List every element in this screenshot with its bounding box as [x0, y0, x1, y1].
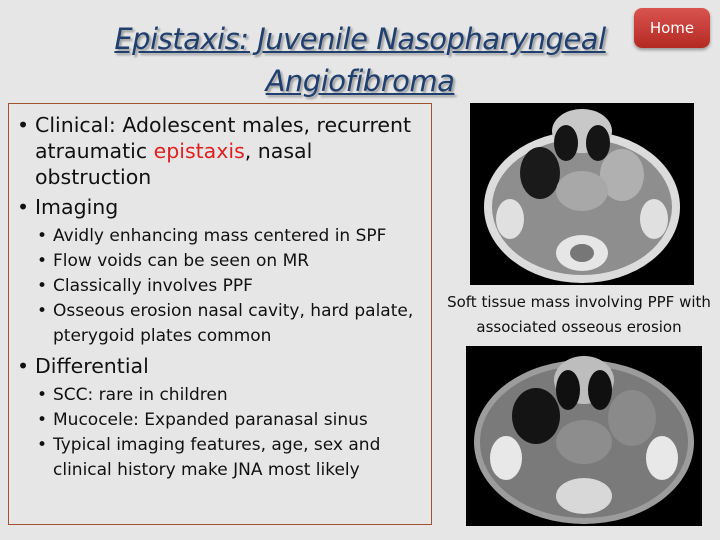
list-item	[17, 249, 423, 274]
image-caption: Soft tissue mass involving PPF with associated osseous erosion	[447, 293, 711, 336]
bullet-list	[17, 353, 423, 379]
bullet-imaging	[17, 194, 423, 220]
differential-label: Differential	[35, 354, 149, 378]
list-item	[17, 274, 423, 299]
home-button[interactable]: Home	[634, 8, 710, 48]
bullet-dot-icon: •	[37, 385, 48, 405]
imaging-item: Avidly enhancing mass centered in SPF	[53, 226, 387, 246]
differential-item: Mucocele: Expanded paranasal sinus	[53, 410, 368, 430]
bullet-dot-icon: •	[37, 251, 48, 271]
imaging-label: Imaging	[35, 195, 119, 219]
bullet-dot-icon: •	[37, 410, 48, 430]
bullet-dot-icon: •	[37, 435, 48, 455]
bullet-list	[17, 112, 423, 220]
ct-image-bone-window	[466, 346, 702, 526]
ct-image-soft-tissue	[470, 103, 694, 285]
bullet-dot-icon: •	[37, 301, 48, 321]
imaging-sublist	[17, 224, 423, 349]
differential-item: Typical imaging features, age, sex and clinical history make JNA most likely	[53, 435, 381, 480]
bullet-clinical	[17, 112, 423, 190]
differential-item: SCC: rare in children	[53, 385, 228, 405]
clinical-suffix: , nasal obstruction	[35, 139, 313, 189]
bullet-dot-icon: •	[17, 195, 30, 219]
content-box	[8, 103, 432, 525]
imaging-item: Classically involves PPF	[53, 276, 253, 296]
imaging-item: Osseous erosion nasal cavity, hard palate, pterygoid plates common	[53, 301, 414, 346]
bullet-dot-icon: •	[17, 113, 30, 137]
clinical-highlight: epistaxis	[153, 139, 245, 163]
differential-sublist	[17, 383, 423, 483]
clinical-text: Clinical: Adolescent males, recurrent atraumatic	[35, 113, 412, 163]
bullet-dot-icon: •	[37, 276, 48, 296]
bullet-differential	[17, 353, 423, 379]
list-item	[17, 383, 423, 408]
bullet-dot-icon: •	[17, 354, 30, 378]
bullet-dot-icon: •	[37, 226, 48, 246]
slide-title: Epistaxis: Juvenile Nasopharyngeal Angiofibroma	[114, 22, 606, 98]
list-item	[17, 224, 423, 249]
list-item	[17, 433, 423, 483]
list-item	[17, 299, 423, 349]
imaging-item: Flow voids can be seen on MR	[53, 251, 310, 271]
list-item	[17, 408, 423, 433]
